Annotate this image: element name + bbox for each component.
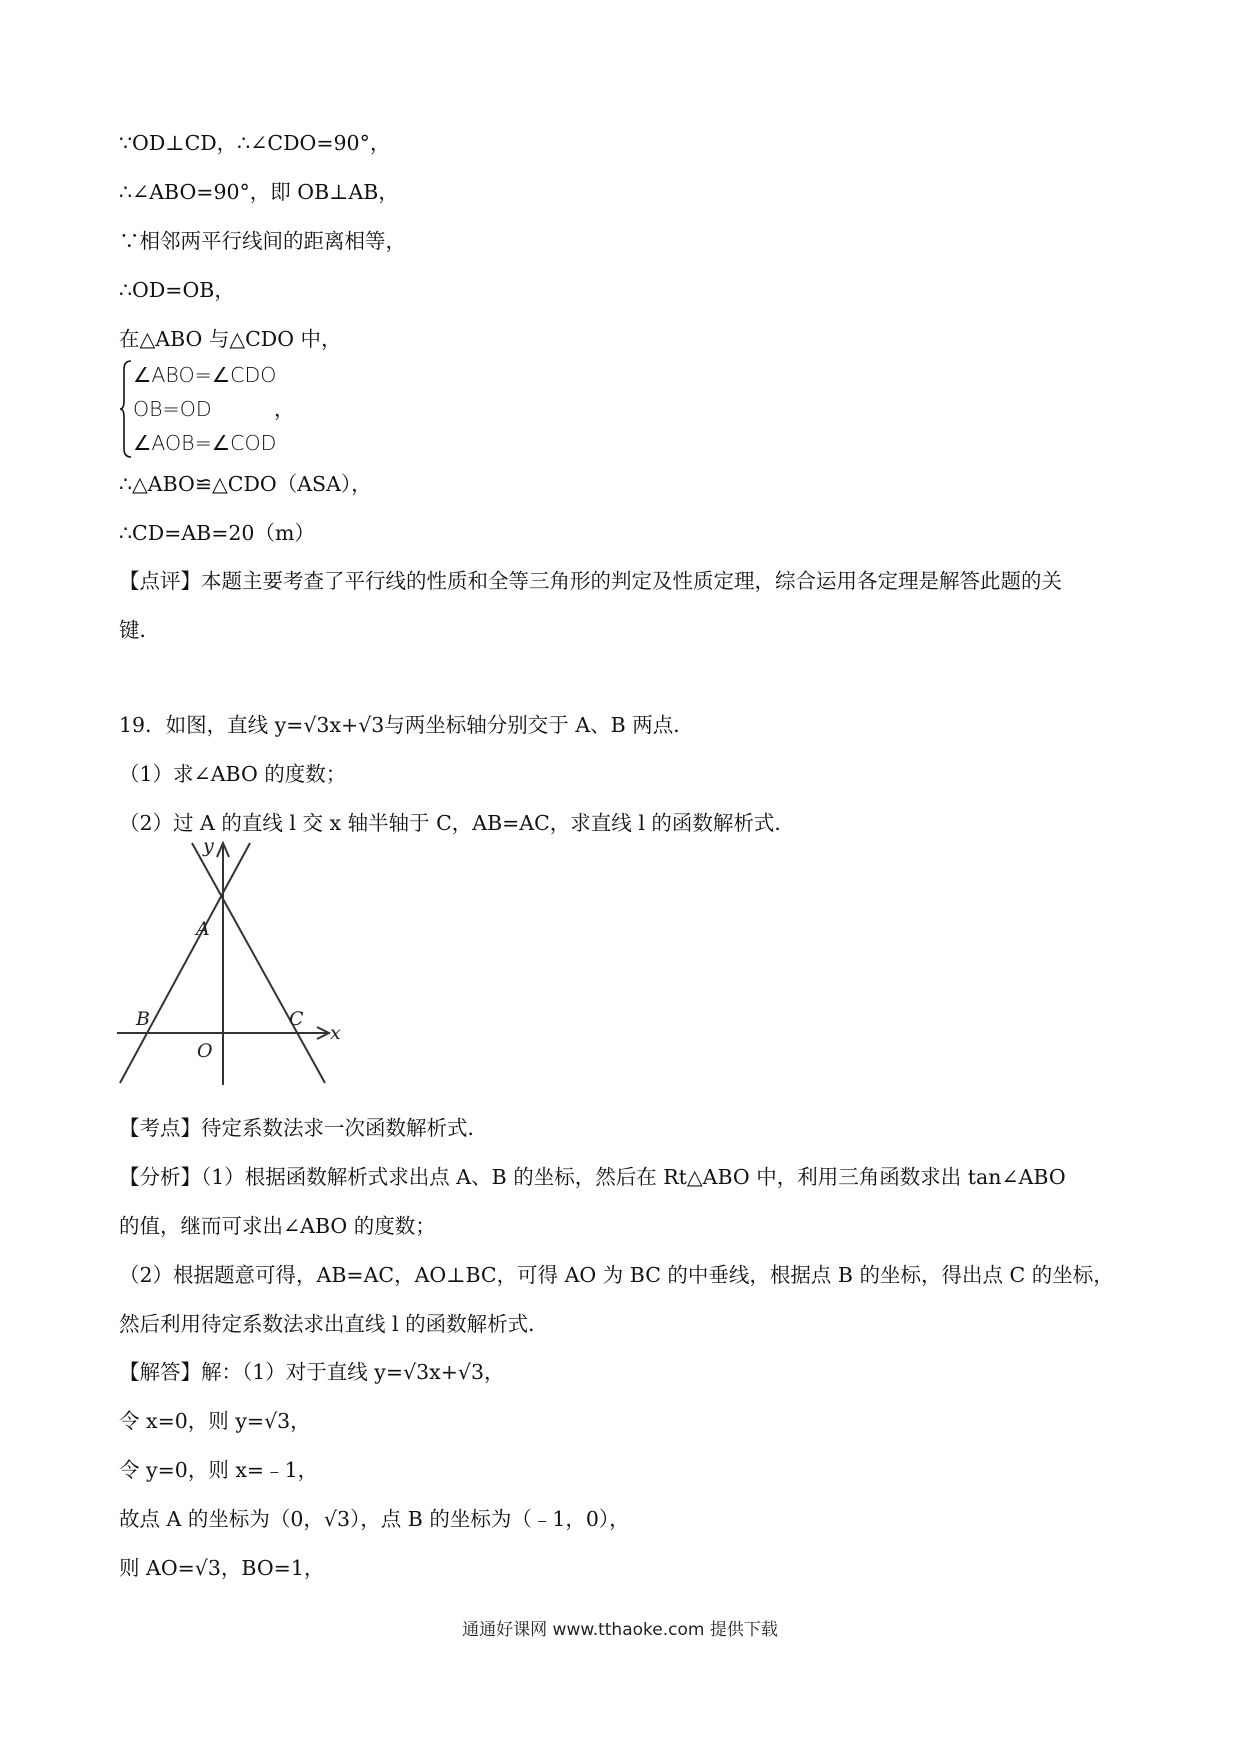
- text-line-3: ∵相邻两平行线间的距离相等，: [119, 229, 406, 253]
- text-line-5: 在△ABO 与△CDO 中，: [119, 327, 342, 351]
- text-line-10: 19．如图，直线 y=√3x+√3与两坐标轴分别交于 A、B 两点．: [119, 713, 694, 737]
- text-line-22: 则 AO=√3，BO=1，: [119, 1556, 325, 1580]
- system-row-3: ∠AOB=∠COD: [133, 431, 277, 455]
- text-line-18: 【解答】解：（1）对于直线 y=√3x+√3，: [119, 1360, 505, 1384]
- coordinate-figure: [117, 835, 347, 1093]
- label-a: A: [196, 918, 210, 940]
- system-comma: ，: [274, 397, 295, 421]
- system-row-1: ∠ABO=∠CDO: [133, 363, 277, 387]
- equation-system: [119, 359, 319, 459]
- text-line-17: 然后利用待定系数法求出直线 l 的函数解析式．: [119, 1312, 549, 1336]
- text-line-13: 【考点】待定系数法求一次函数解析式．: [119, 1116, 488, 1140]
- label-c: C: [289, 1008, 304, 1030]
- text-line-2: ∴∠ABO=90°，即 OB⊥AB，: [119, 180, 399, 204]
- text-line-15: 的值，继而可求出∠ABO 的度数；: [119, 1214, 436, 1238]
- label-x: x: [330, 1022, 341, 1044]
- text-line-20: 令 y=0，则 x=﹣1，: [119, 1458, 319, 1482]
- system-row-2: OB=OD: [133, 397, 212, 421]
- text-line-19: 令 x=0，则 y=√3，: [119, 1409, 311, 1433]
- left-brace: [119, 359, 133, 459]
- text-line-7: ∴CD=AB=20（m）: [119, 521, 315, 545]
- label-y: y: [203, 835, 214, 857]
- text-line-11: （1）求∠ABO 的度数；: [119, 762, 347, 786]
- text-line-12: （2）过 A 的直线 l 交 x 轴半轴于 C，AB=AC，求直线 l 的函数解析式．: [119, 811, 795, 835]
- page-footer: 通通好课网 www.tthaoke.com 提供下载: [462, 1620, 778, 1640]
- label-o: O: [197, 1040, 213, 1062]
- label-b: B: [136, 1008, 150, 1030]
- text-line-6: ∴△ABO≌△CDO（ASA），: [119, 472, 372, 496]
- text-line-21: 故点 A 的坐标为（0，√3），点 B 的坐标为（﹣1，0），: [119, 1507, 630, 1531]
- text-line-14: 【分析】（1）根据函数解析式求出点 A、B 的坐标，然后在 Rt△ABO 中，利用三角函数求出 tan∠ABO: [119, 1165, 1066, 1189]
- text-line-4: ∴OD=OB，: [119, 278, 235, 302]
- text-line-8: 【点评】本题主要考查了平行线的性质和全等三角形的判定及性质定理，综合运用各定理是解答此题的关: [119, 569, 1062, 593]
- line-ab: [120, 843, 250, 1083]
- text-line-1: ∵OD⊥CD，∴∠CDO=90°，: [119, 131, 391, 155]
- text-line-9: 键．: [119, 618, 160, 642]
- text-line-16: （2）根据题意可得，AB=AC，AO⊥BC，可得 AO 为 BC 的中垂线，根据点 B 的坐标，得出点 C 的坐标，: [119, 1263, 1114, 1287]
